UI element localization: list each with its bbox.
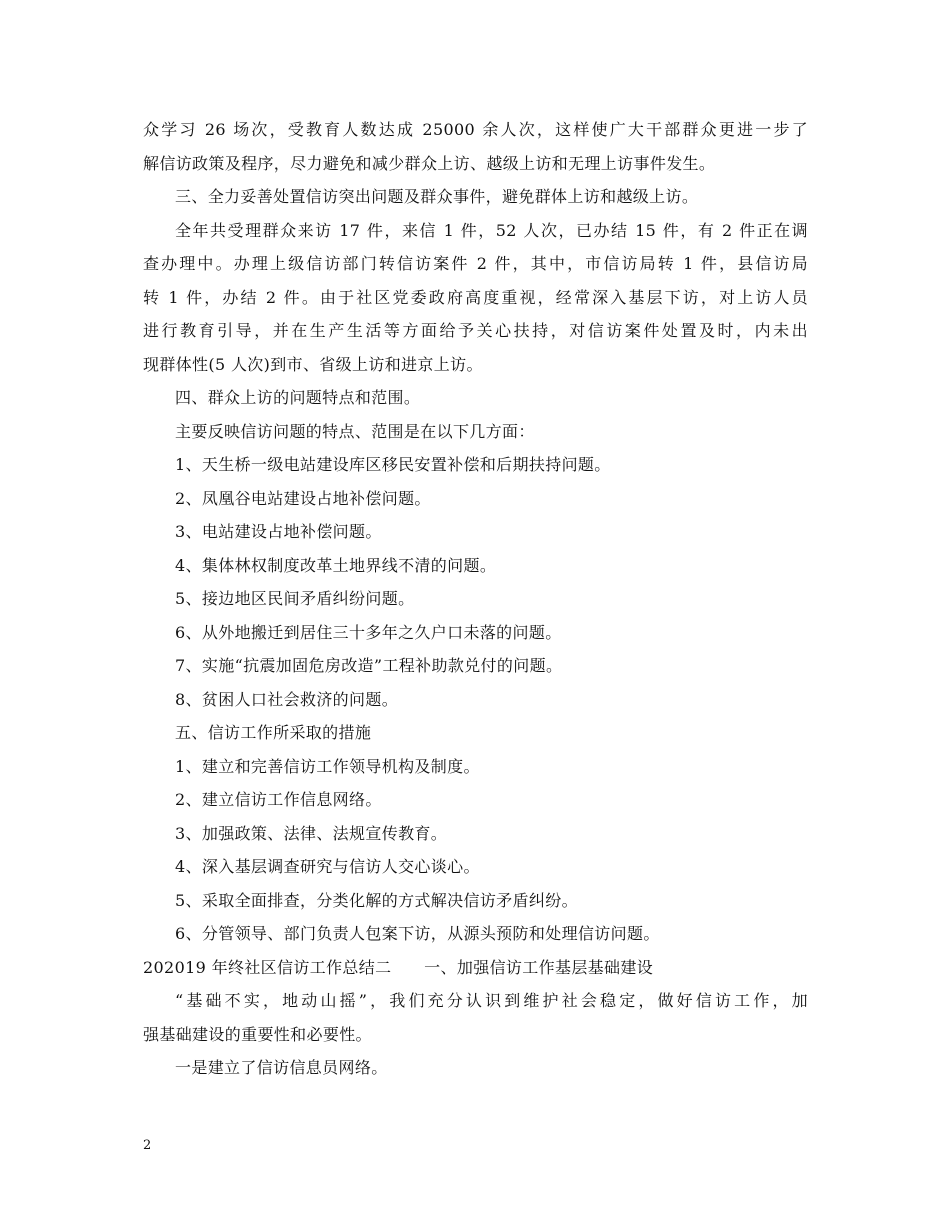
paragraph-line: “基础不实，地动山摇”，我们充分认识到维护社会稳定，做好信访工作，加: [175, 991, 808, 1010]
list-item: 3、加强政策、法律、法规宣传教育。: [175, 823, 448, 843]
list-item: 1、建立和完善信访工作领导机构及制度。: [175, 756, 480, 776]
list-item: 4、深入基层调查研究与信访人交心谈心。: [175, 857, 480, 876]
paragraph-line: 一是建立了信访信息员网络。: [175, 1058, 388, 1077]
list-item: 4、集体林权制度改革土地界线不清的问题。: [175, 555, 497, 575]
paragraph-line: 全年共受理群众来访 17 件，来信 1 件，52 人次，已办结 15 件，有 2 件正在调: [175, 220, 808, 240]
paragraph-line: 进行教育引导，并在生产生活等方面给予关心扶持，对信访案件处置及时，内未出: [143, 321, 808, 340]
section-heading: 四、群众上访的问题特点和范围。: [175, 388, 421, 407]
list-item: 5、接边地区民间矛盾纠纷问题。: [175, 589, 415, 608]
paragraph-line: 转 1 件，办结 2 件。由于社区党委政府高度重视，经常深入基层下访，对上访人员: [143, 287, 808, 307]
paragraph-line: 强基础建设的重要性和必要性。: [143, 1024, 372, 1044]
list-item: 5、采取全面排查，分类化解的方式解决信访矛盾纠纷。: [175, 890, 578, 910]
list-item: 3、电站建设占地补偿问题。: [175, 522, 382, 541]
list-item: 8、贫困人口社会救济的问题。: [175, 689, 399, 709]
list-item: 6、分管领导、部门负责人包案下访，从源头预防和处理信访问题。: [175, 924, 660, 943]
document-title-line: 202019 年终社区信访工作总结二 一、加强信访工作基层基础建设: [143, 957, 654, 977]
list-item: 7、实施“抗震加固危房改造”工程补助款兑付的问题。: [175, 656, 563, 675]
list-item: 2、建立信访工作信息网络。: [175, 790, 382, 809]
list-item: 2、凤凰谷电站建设占地补偿问题。: [175, 488, 431, 508]
paragraph-line: 主要反映信访问题的特点、范围是在以下几方面：: [175, 421, 535, 441]
paragraph-line: 解信访政策及程序，尽力避免和减少群众上访、越级上访和无理上访事件发生。: [143, 153, 716, 173]
list-item: 1、天生桥一级电站建设库区移民安置补偿和后期扶持问题。: [175, 455, 611, 474]
list-item: 6、从外地搬迁到居住三十多年之久户口未落的问题。: [175, 622, 562, 642]
paragraph-line: 查办理中。办理上级信访部门转信访案件 2 件，其中，市信访局转 1 件，县信访局: [143, 254, 808, 273]
section-heading: 三、全力妥善处置信访突出问题及群众事件，避免群体上访和越级上访。: [175, 187, 699, 206]
paragraph-line: 现群体性(5 人次)到市、省级上访和进京上访。: [143, 354, 483, 374]
paragraph-line: 众学习 26 场次，受教育人数达成 25000 余人次，这样使广大干部群众更进一步了: [143, 120, 808, 139]
document-body: [143, 113, 808, 1085]
page-number: 2: [143, 1138, 152, 1153]
section-heading: 五、信访工作所采取的措施: [175, 723, 372, 742]
